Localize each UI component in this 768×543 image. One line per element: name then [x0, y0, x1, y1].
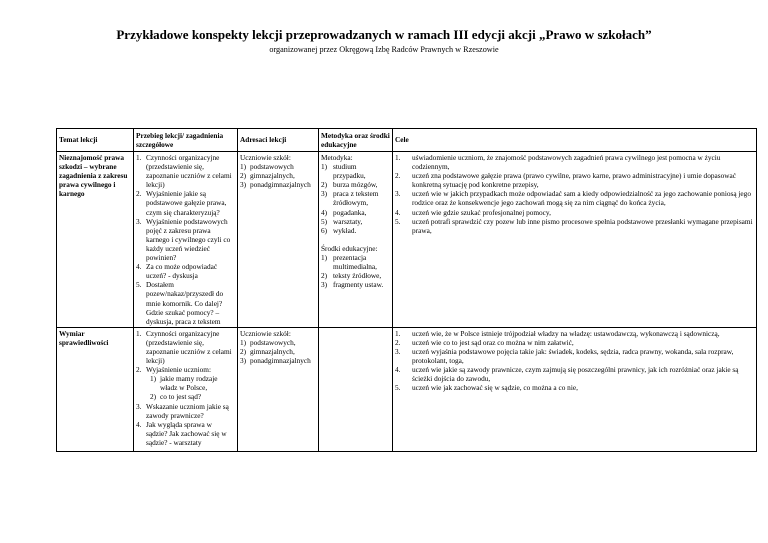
list-item: 4) pogadanka,	[321, 207, 367, 217]
list-item: 4. uczeń wie gdzie szukać profesjonalnej pomocy,	[395, 207, 551, 217]
list-item: 3) fragmenty ustaw.	[321, 280, 384, 290]
list-item: 5) warsztaty,	[321, 216, 363, 226]
list-item: 1) podstawowych,	[240, 337, 296, 347]
list-item: 1. uświadomienie uczniom, że znajomość podstawowych zagadnień prawa cywilnego jest pomocna w życiu codziennym,	[395, 153, 721, 172]
list-item: 2) gimnazjalnych,	[240, 346, 295, 356]
list-item: 6) wykład.	[321, 225, 357, 235]
list-item: 1. uczeń wie, że w Polsce istnieje trójpodział władzy na władzę: ustawodawczą, wykonawczą i sądowniczą,	[395, 328, 720, 338]
list-item: 2) gimnazjalnych,	[240, 171, 295, 181]
row2-audience	[238, 327, 319, 451]
header-method: Metodyka oraz środki edukacyjne	[319, 129, 393, 152]
table-row	[57, 327, 757, 451]
means-intro: Środki edukacyjne:	[321, 243, 378, 253]
table-row	[57, 152, 757, 328]
row1-method	[319, 152, 393, 328]
document-title: Przykładowe konspekty lekcji przeprowadzanych w ramach III edycji akcji „Prawo w szkołach”	[116, 27, 652, 42]
list-item: 4. Jak wygląda sprawa w sądzie? Jak zachować się w sądzie? - warsztaty	[136, 419, 227, 447]
header-audience: Adresaci lekcji	[238, 129, 319, 152]
list-item: 2. Wyjaśnienie uczniom: 1) jakie mamy rodzaje władz w Polsce, 2) co to jest sąd?	[136, 365, 235, 401]
list-item: 1. Czynności organizacyjne (przedstawienie się, zapoznanie uczniów z celami lekcji)	[136, 153, 232, 190]
list-item: 1) jakie mamy rodzaje władz w Polsce,	[150, 374, 218, 393]
audience-intro: Uczniowie szkół:	[240, 328, 291, 338]
header-topic: Temat lekcji	[57, 129, 134, 152]
list-item: 2) burza mózgów,	[321, 180, 378, 190]
list-item: 5. Dostałem pozew/nakaz/przyszedł do mnie komornik. Co dalej? Gdzie szukać pomocy? – dyskusja, praca z tekstem	[136, 280, 224, 326]
list-item: 2) co to jest sąd?	[150, 392, 202, 402]
list-item: 1. Czynności organizacyjne (przedstawienie się, zapoznanie uczniów z celami lekcji)	[136, 328, 232, 366]
list-item: 4. uczeń wie jakie są zawody prawnicze, czym zajmują się poszczególni prawnicy, jak ich rozróżniać oraz jakie są ścieżki dojścia do zawodu,	[395, 365, 739, 384]
audience-intro: Uczniowie szkół:	[240, 153, 291, 162]
list-item: 3. Wskazanie uczniom jakie są zawody prawnicze?	[136, 401, 229, 420]
row1-topic: Nieznajomość prawa szkodzi – wybrane zagadnienia z zakresu prawa cywilnego i karnego	[57, 152, 134, 328]
list-item: 1) studium przypadku,	[321, 162, 366, 181]
row2-method	[319, 327, 393, 451]
list-item: 3. uczeń wie w jakich przypadkach może odpowiadać sam a kiedy odpowiedzialność za jego zachowanie poniosą jego rodzice oraz że konsekwencje jego zachowań mogą się za nim ciągnąć do końca życia,	[395, 189, 751, 208]
list-item: 3) ponadgimnazjalnych	[240, 180, 311, 190]
list-item: 2. Wyjaśnienie jakie są podstawowe gałęzie prawa, czym się charakteryzują?	[136, 189, 227, 217]
header-flow: Przebieg lekcji/ zagadnienia szczegółowe	[134, 129, 238, 152]
row2-flow	[134, 327, 238, 451]
lesson-plan-table	[56, 128, 757, 452]
list-item: 5. uczeń potrafi sprawdzić czy pozew lub inne pismo procesowe spełnia podstawowe przesłanki wymagane przepisami prawa,	[395, 216, 753, 235]
row2-topic: Wymiar sprawiedliwości	[57, 327, 134, 451]
list-item: 2. uczeń zna podstawowe gałęzie prawa (prawo cywilne, prawo karne, prawo administracyjne) i umie dopasować konkretną sytuację pod konkretne przepisy,	[395, 171, 736, 190]
list-item: 3) praca z tekstem źródłowym,	[321, 189, 379, 208]
row2-goals	[393, 327, 757, 451]
list-item: 1) prezentacja multimedialna,	[321, 252, 377, 272]
row1-flow	[134, 152, 238, 328]
list-item: 3) ponadgimnazjalnych	[240, 356, 311, 366]
document-subtitle: organizowanej przez Okręgową Izbę Radców Prawnych w Rzeszowie	[269, 45, 499, 54]
list-item: 2. uczeń wie co to jest sąd oraz co można w nim załatwić,	[395, 337, 574, 347]
row1-goals	[393, 152, 757, 328]
row1-audience	[238, 152, 319, 328]
header-goals: Cele	[393, 129, 757, 152]
list-item: 5. uczeń wie jak zachować się w sądzie, co można a co nie,	[395, 383, 578, 393]
list-item: 3. uczeń wyjaśnia podstawowe pojęcia takie jak: świadek, kodeks, sędzia, radca prawny, wokanda, sala rozpraw, protokolant, toga,	[395, 346, 734, 366]
list-item: 1) podstawowych	[240, 162, 294, 172]
table-header-row	[57, 129, 757, 152]
list-item: 2) teksty źródłowe,	[321, 271, 382, 281]
list-item: 4. Za co może odpowiadać uczeń? - dyskusja	[136, 262, 218, 281]
method-intro: Metodyka:	[321, 153, 353, 162]
list-item: 3. Wyjaśnienie podstawowych pojęć z zakresu prawa karnego i cywilnego czyli co każdy uczeń wiedzieć powinien?	[136, 216, 231, 263]
